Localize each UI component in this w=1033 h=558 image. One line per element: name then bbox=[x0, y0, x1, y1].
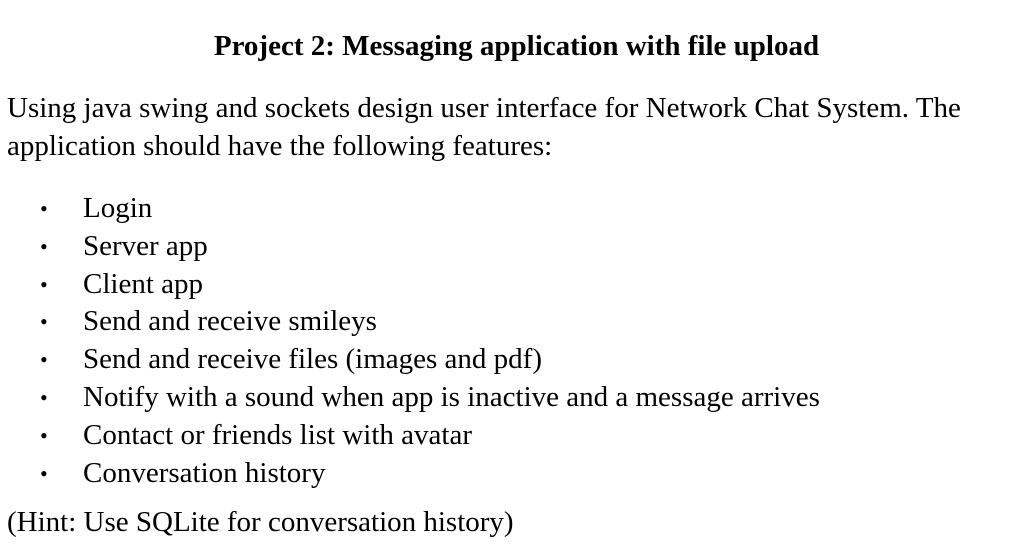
bullet-icon: • bbox=[40, 347, 48, 373]
feature-text: Send and receive files (images and pdf) bbox=[83, 343, 542, 376]
bullet-icon: • bbox=[40, 384, 48, 410]
feature-text: Contact or friends list with avatar bbox=[83, 418, 472, 451]
bullet-icon: • bbox=[40, 309, 48, 335]
bullet-icon: • bbox=[40, 271, 48, 297]
feature-text: Server app bbox=[83, 229, 208, 262]
feature-text: Conversation history bbox=[83, 456, 326, 489]
hint-note: (Hint: Use SQLite for conversation history) bbox=[7, 506, 514, 538]
feature-text: Send and receive smileys bbox=[83, 305, 377, 338]
bullet-icon: • bbox=[40, 196, 48, 221]
feature-text: Login bbox=[83, 192, 153, 224]
feature-text: Client app bbox=[83, 267, 204, 300]
intro-line-1: Using java swing and sockets design user interface for Network Chat System. The bbox=[7, 92, 961, 124]
bullet-icon: • bbox=[40, 422, 48, 448]
feature-text: Notify with a sound when app is inactive and a message arrives bbox=[83, 380, 820, 413]
bullet-icon: • bbox=[40, 460, 48, 486]
bullet-icon: • bbox=[40, 233, 48, 259]
intro-line-2: application should have the following features: bbox=[7, 129, 553, 162]
document-title: Project 2: Messaging application with file upload bbox=[213, 30, 820, 62]
intro-paragraph bbox=[7, 90, 1033, 165]
